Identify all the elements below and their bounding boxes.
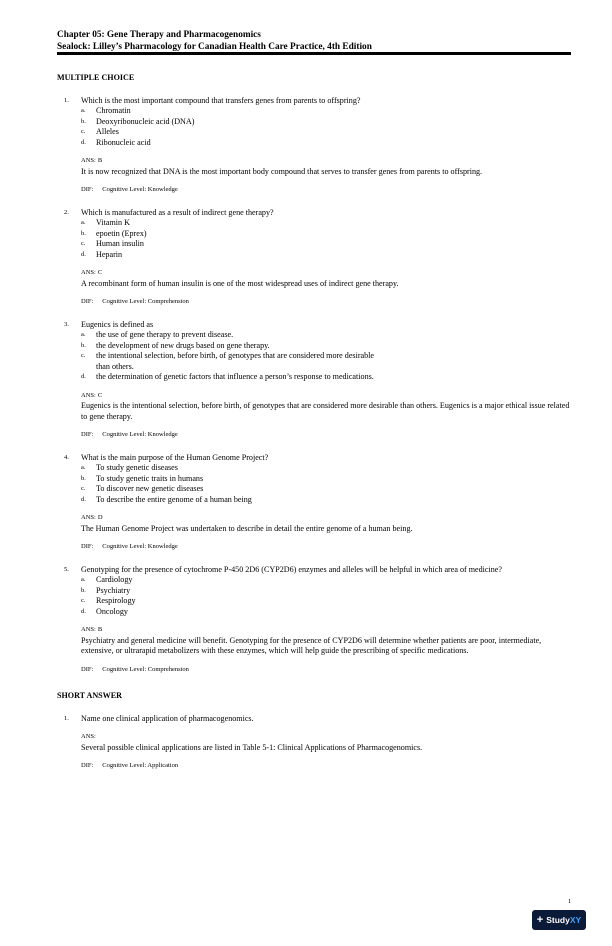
- answer-rationale: Eugenics is the intentional selection, before birth, of genotypes that are considered more desirable than others. Eugenics is a major ethical issue related to gene therapy.: [81, 401, 570, 421]
- question-number: 3.: [64, 320, 69, 328]
- option-letter: a.: [81, 331, 86, 338]
- option-item: [81, 330, 381, 341]
- difficulty-line: [57, 665, 571, 676]
- question-text: Eugenics is defined as: [81, 319, 154, 329]
- option-letter: b.: [81, 586, 86, 594]
- option-item: [81, 351, 381, 372]
- option-item: [81, 607, 571, 618]
- answer-key: C: [97, 269, 103, 276]
- option-text: Ribonucleic acid: [96, 137, 151, 147]
- question-item: [57, 208, 571, 308]
- cognitive-level: Cognitive Level: Application: [102, 762, 179, 769]
- answer-label: ANS:: [81, 733, 96, 740]
- option-text: Heparin: [96, 249, 123, 259]
- option-list: [57, 218, 571, 260]
- option-item: [81, 106, 571, 117]
- option-item: [81, 127, 571, 138]
- question-text: Which is the most important compound that transfers genes from parents to offspring?: [81, 95, 361, 105]
- option-item: [81, 138, 571, 149]
- book-subtitle: Sealock: Lilley’s Pharmacology for Canadian Health Care Practice, 4th Edition: [57, 41, 372, 52]
- chapter-title: Chapter 05: Gene Therapy and Pharmacogenomics: [57, 30, 261, 40]
- dif-label: DIF:: [81, 186, 94, 193]
- answer-rationale: Psychiatry and general medicine will benefit. Genotyping for the presence of CYP2D6 will determine whether patients are poor, intermediate, extensive, or ultrarapid metabolizers with these enzymes, which will help guide the prescribing of specific medications.: [81, 635, 542, 655]
- option-letter: b.: [81, 341, 86, 349]
- answer-label: ANS:: [81, 514, 96, 521]
- option-item: [81, 575, 571, 586]
- answer-block: [57, 624, 571, 657]
- question-item: [57, 453, 571, 553]
- option-letter: b.: [81, 117, 86, 125]
- option-letter: a.: [81, 107, 86, 114]
- question-item: [57, 565, 571, 676]
- answer-label: ANS:: [81, 391, 96, 399]
- question-number: 2.: [64, 208, 69, 216]
- badge-prefix: Study: [546, 915, 570, 925]
- dif-label: DIF:: [81, 298, 94, 305]
- option-text: the intentional selection, before birth, of genotypes that are considered more desirable than others.: [96, 351, 375, 371]
- dif-label: DIF:: [81, 762, 94, 769]
- option-item: [81, 586, 571, 597]
- question-number: 1.: [64, 96, 69, 104]
- difficulty-line: [57, 761, 571, 772]
- cognitive-level: Cognitive Level: Comprehension: [102, 298, 189, 305]
- option-text: Chromatin: [96, 106, 131, 115]
- answer-key: D: [97, 514, 103, 521]
- answer-block: [57, 390, 571, 423]
- option-item: [81, 372, 381, 383]
- option-letter: c.: [81, 128, 86, 135]
- option-list: [57, 330, 381, 383]
- option-letter: c.: [81, 485, 86, 492]
- question-text: Which is manufactured as a result of indirect gene therapy?: [81, 207, 274, 217]
- studyxy-badge[interactable]: [532, 910, 586, 930]
- option-text: To describe the entire genome of a human being: [96, 494, 252, 504]
- dif-label: DIF:: [81, 665, 94, 673]
- answer-block: [57, 731, 571, 753]
- option-item: [81, 239, 571, 250]
- option-text: To study genetic traits in humans: [96, 473, 204, 483]
- option-letter: d.: [81, 250, 86, 258]
- answer-label: ANS:: [81, 626, 96, 633]
- answer-rationale: The Human Genome Project was undertaken to describe in detail the entire genome of a human being.: [81, 523, 413, 533]
- option-text: Vitamin K: [96, 218, 130, 227]
- option-text: Psychiatry: [96, 585, 131, 595]
- option-letter: b.: [81, 474, 86, 482]
- option-item: [81, 218, 571, 229]
- option-list: [57, 575, 571, 617]
- answer-key: B: [97, 157, 103, 164]
- option-list: [57, 106, 571, 148]
- question-number: 1.: [64, 714, 69, 722]
- cognitive-level: Cognitive Level: Knowledge: [102, 431, 178, 438]
- plus-icon: +: [536, 913, 544, 926]
- option-letter: d.: [81, 607, 86, 615]
- option-text: Deoxyribonucleic acid (DNA): [96, 116, 195, 126]
- answer-key: B: [97, 626, 103, 633]
- answer-block: [57, 267, 571, 289]
- option-text: the determination of genetic factors that influence a person’s response to medications.: [96, 372, 374, 381]
- option-letter: d.: [81, 138, 86, 146]
- sa-heading: SHORT ANSWER: [57, 691, 123, 700]
- option-item: [81, 341, 381, 352]
- option-text: To study genetic diseases: [96, 463, 178, 472]
- option-letter: a.: [81, 464, 86, 471]
- cognitive-level: Cognitive Level: Comprehension: [102, 665, 189, 673]
- option-letter: d.: [81, 495, 86, 503]
- option-text: Oncology: [96, 606, 128, 616]
- question-number: 4.: [64, 453, 69, 461]
- document-body: [57, 73, 571, 784]
- page-number: 1: [568, 898, 572, 905]
- option-letter: b.: [81, 229, 86, 237]
- option-text: the use of gene therapy to prevent disease.: [96, 330, 234, 339]
- difficulty-line: [57, 297, 571, 308]
- question-item: [57, 320, 571, 441]
- cognitive-level: Cognitive Level: Knowledge: [102, 543, 178, 550]
- option-item: [81, 229, 571, 240]
- option-letter: d.: [81, 373, 86, 380]
- answer-rationale: It is now recognized that DNA is the most important body compound that serves to transfer genes from parents to offspring.: [81, 166, 483, 176]
- badge-suffix: XY: [569, 915, 582, 925]
- option-text: the development of new drugs based on gene therapy.: [96, 340, 270, 350]
- difficulty-line: [57, 430, 571, 441]
- answer-block: [57, 512, 571, 534]
- option-item: [81, 474, 571, 485]
- option-item: [81, 495, 571, 506]
- difficulty-line: [57, 185, 571, 196]
- option-item: [81, 117, 571, 128]
- option-item: [81, 463, 571, 474]
- option-text: To discover new genetic diseases: [96, 484, 204, 493]
- answer-label: ANS:: [81, 157, 96, 164]
- question-text: What is the main purpose of the Human Genome Project?: [81, 452, 269, 462]
- badge-label: [546, 915, 581, 925]
- option-letter: a.: [81, 219, 86, 226]
- option-letter: c.: [81, 352, 86, 359]
- header-rule: [57, 52, 571, 55]
- question-item: [57, 96, 571, 196]
- question-text: Name one clinical application of pharmacogenomics.: [81, 713, 254, 723]
- dif-label: DIF:: [81, 543, 94, 550]
- option-letter: c.: [81, 240, 86, 247]
- question-item: [57, 714, 571, 772]
- option-text: epoetin (Eprex): [96, 228, 147, 238]
- mc-heading: MULTIPLE CHOICE: [57, 73, 135, 82]
- option-item: [81, 250, 571, 261]
- answer-label: ANS:: [81, 269, 96, 276]
- question-text: Genotyping for the presence of cytochrome P-450 2D6 (CYP2D6) enzymes and alleles will be helpful in which area of medicine?: [81, 564, 502, 574]
- answer-rationale: A recombinant form of human insulin is one of the most widespread uses of indirect gene therapy.: [81, 278, 399, 288]
- difficulty-line: [57, 542, 571, 553]
- option-item: [81, 484, 571, 495]
- option-list: [57, 463, 571, 505]
- question-number: 5.: [64, 565, 69, 573]
- option-letter: c.: [81, 597, 86, 604]
- answer-key: C: [97, 391, 103, 399]
- dif-label: DIF:: [81, 431, 94, 438]
- option-text: Respirology: [96, 596, 136, 605]
- answer-rationale: Several possible clinical applications are listed in Table 5-1: Clinical Applications of Pharmacogenomics.: [81, 742, 423, 752]
- document-header: [57, 30, 571, 53]
- option-text: Cardiology: [96, 575, 133, 584]
- option-text: Alleles: [96, 127, 119, 136]
- option-text: Human insulin: [96, 239, 144, 248]
- answer-block: [57, 155, 571, 177]
- cognitive-level: Cognitive Level: Knowledge: [102, 186, 178, 193]
- option-letter: a.: [81, 576, 86, 583]
- option-item: [81, 596, 571, 607]
